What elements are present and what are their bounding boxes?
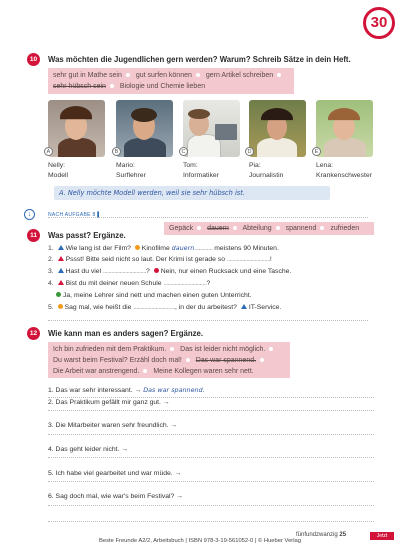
footer-tag: Jetzt [370, 532, 394, 540]
green-dot-icon [56, 292, 61, 297]
exercise-10-phrase-box [48, 68, 294, 94]
triangle-icon [58, 280, 64, 285]
phrase-struck: Das war spannend. [195, 357, 257, 364]
exercise-12-title: Wie kann man es anders sagen? Ergänze. [48, 329, 204, 338]
person-name: Pia: [249, 162, 261, 169]
person-name: Nelly: [48, 162, 65, 169]
photo-letter-a: A [44, 147, 53, 156]
exercise-11-word-box [164, 222, 374, 235]
orange-dot-icon [58, 304, 63, 309]
handwritten-answer: Das war spannend. [143, 386, 205, 394]
exercise-12-phrase-box [48, 342, 290, 378]
exercise-11-line-5: 5. Sag mal, wie heißt die .............................., in der du arbeitest? IT-Service. [48, 304, 282, 311]
example-answer: A. Nelly möchte Modell werden, weil sie sehr hübsch ist. [54, 186, 330, 200]
separator-dot [110, 84, 114, 88]
photo-letter-c: C [179, 147, 188, 156]
triangle-icon [58, 268, 64, 273]
exercise-11-title: Was passt? Ergänze. [48, 231, 126, 240]
nach-aufgabe-label: NACH AUFGABE 8 ▌ [48, 212, 102, 218]
separator-dot [269, 347, 273, 351]
person-name: Mario: [116, 162, 135, 169]
answer-line [48, 434, 374, 435]
separator-dot [320, 226, 324, 230]
word: Abteilung [242, 225, 272, 232]
exercise-12-line-6: 6. Sag doch mal, wie war's beim Festival? → [48, 493, 184, 500]
photo-letter-b: B [112, 147, 121, 156]
person-job: Krankenschwester [316, 172, 372, 179]
photo-mario [116, 100, 173, 157]
phrase: Meine Kollegen waren sehr nett. [153, 368, 254, 375]
separator-dot [170, 347, 174, 351]
person-job: Modell [48, 172, 69, 179]
phrase: Biologie und Chemie lieben [119, 83, 206, 90]
phrase: Die Arbeit war anstrengend. [53, 368, 140, 375]
exercise-10-title: Was möchten die Jugendlichen gern werden? Warum? Schreib Sätze in dein Heft. [48, 55, 351, 64]
page-number-badge: 30 [363, 7, 395, 39]
triangle-icon [58, 256, 64, 261]
exercise-12-line-1: 1. Das war sehr interessant. → Das war spannend. [48, 386, 205, 394]
person-lena [316, 161, 372, 181]
arrow-down-icon: ↓ [24, 209, 35, 220]
separator-dot [126, 73, 130, 77]
answer-line [48, 481, 374, 482]
exercise-11-line-3: 3. Hast du viel ...............................? Nein, nur einen Rucksack und eine Tasche. [48, 268, 292, 275]
exercise-11-line-4b: Ja, meine Lehrer sind nett und machen einen guten Unterricht. [54, 292, 252, 299]
answer-line [48, 457, 374, 458]
photo-pia [249, 100, 306, 157]
exercise-10-number: 10 [27, 53, 40, 66]
word-struck: dauern [207, 225, 229, 232]
person-mario [116, 161, 146, 181]
exercise-11-line-2: 2. Pssst! Bitte seid nicht so laut. Der Krimi ist gerade so ...............................! [48, 256, 272, 263]
person-name: Tom: [183, 162, 198, 169]
person-job: Journalistin [249, 172, 284, 179]
photo-lena [316, 100, 373, 157]
footer-credit: Beste Freunde A2/2, Arbeitsbuch | ISBN 978-3-19-561052-0 | © Hueber Verlag [99, 538, 301, 544]
section-divider [48, 320, 368, 321]
exercise-11-line-4: 4. Bist du mit deiner neuen Schule ...............................? [48, 280, 211, 287]
exercise-11-number: 11 [27, 229, 40, 242]
exercise-12-line-4: 4. Das geht leider nicht. → [48, 446, 129, 453]
exercise-12-number: 12 [27, 327, 40, 340]
exercise-12-line-5: 5. Ich habe viel gearbeitet und war müde. → [48, 470, 182, 477]
orange-dot-icon [135, 245, 140, 250]
word: zufrieden [330, 225, 360, 232]
photo-tom [183, 100, 240, 157]
person-pia [249, 161, 283, 181]
photo-letter-e: E [312, 147, 321, 156]
triangle-icon [241, 304, 247, 309]
exercise-11-line-1: 1. Wie lang ist der Film? Kinofilme dauern............. meistens 90 Minuten. [48, 244, 279, 252]
footer-page-number: fünfundzwanzig 25 [296, 532, 347, 538]
phrase: Du warst beim Festival? Erzähl doch mal! [53, 357, 182, 364]
phrase: Ich bin zufrieden mit dem Praktikum. [53, 346, 167, 353]
phrase: gut surfen können [135, 72, 192, 79]
person-job: Surflehrer [116, 172, 146, 179]
separator-dot [277, 73, 281, 77]
exercise-12-line-3: 3. Die Mitarbeiter waren sehr freundlich. → [48, 422, 178, 429]
photo-letter-d: D [245, 147, 254, 156]
separator-dot [143, 369, 147, 373]
answer-line [48, 505, 374, 506]
phrase: Das ist leider nicht möglich. [180, 346, 266, 353]
word: Gepäck [169, 225, 194, 232]
phrase-struck: sehr hübsch sein [53, 83, 106, 90]
triangle-icon [58, 245, 64, 250]
separator-dot [260, 358, 264, 362]
exercise-12-line-2: 2. Das Praktikum gefällt mir ganz gut. → [48, 399, 170, 406]
answer-line [48, 521, 374, 522]
person-name: Lena: [316, 162, 334, 169]
separator-dot [186, 358, 190, 362]
answer-line [48, 410, 374, 411]
person-job: Informatiker [183, 172, 219, 179]
photo-nelly [48, 100, 105, 157]
person-nelly [48, 161, 68, 181]
phrase: sehr gut in Mathe sein [53, 72, 122, 79]
phrase: gern Artikel schreiben [205, 72, 274, 79]
word: spannend [285, 225, 317, 232]
answer-line [48, 397, 374, 398]
separator-dot [197, 226, 201, 230]
red-dot-icon [154, 268, 159, 273]
person-tom [183, 161, 219, 181]
handwritten-answer: dauern [171, 244, 195, 252]
separator-dot [196, 73, 200, 77]
separator-dot [233, 226, 237, 230]
separator-dot [276, 226, 280, 230]
